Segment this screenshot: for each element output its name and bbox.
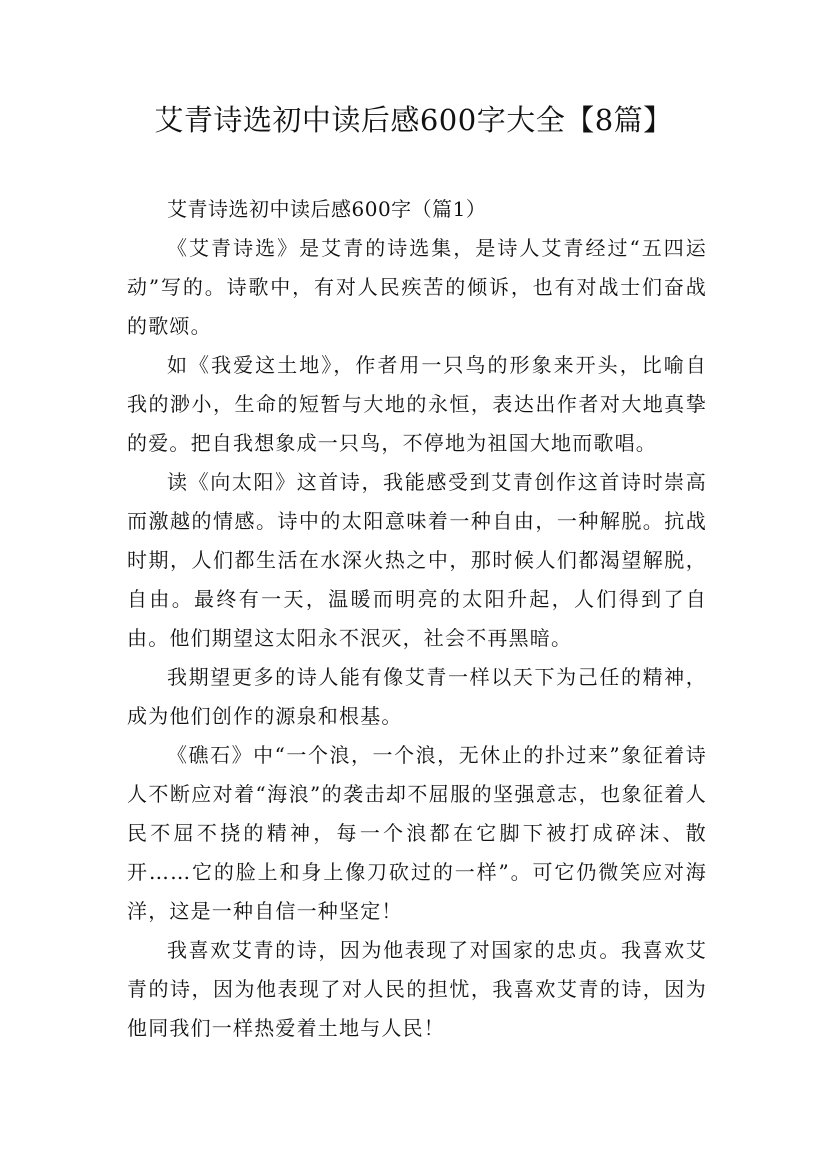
document-title: 艾青诗选初中读后感600字大全【8篇】 xyxy=(154,103,673,137)
paragraph-2: 如《我爱这土地》，作者用一只鸟的形象来开头，比喻自我的渺小，生命的短暂与大地的永恒，表达出作者对大地真挚的爱。把自我想象成一只鸟，不停地为祖国大地而歌唱。 xyxy=(127,353,707,455)
document-body xyxy=(127,190,707,1048)
paragraph-6: 我喜欢艾青的诗，因为他表现了对国家的忠贞。我喜欢艾青的诗，因为他表现了对人民的担忧，我喜欢艾青的诗，因为他同我们一样热爱着土地与人民！ xyxy=(127,938,707,1040)
paragraph-1: 《艾青诗选》是艾青的诗选集，是诗人艾青经过“五四运动”写的。诗歌中，有对人民疾苦的倾诉，也有对战士们奋战的歌颂。 xyxy=(127,236,707,338)
paragraph-4: 我期望更多的诗人能有像艾青一样以天下为己任的精神，成为他们创作的源泉和根基。 xyxy=(127,665,707,728)
section-heading: 艾青诗选初中读后感600字（篇1） xyxy=(167,197,487,221)
paragraph-3: 读《向太阳》这首诗，我能感受到艾青创作这首诗时崇高而激越的情感。诗中的太阳意味着一种自由，一种解脱。抗战时期，人们都生活在水深火热之中，那时候人们都渴望解脱，自由。最终有一天，温暖而明亮的太阳升起，人们得到了自由。他们期望这太阳永不泯灭，社会不再黑暗。 xyxy=(127,470,707,650)
paragraph-5: 《礁石》中“一个浪，一个浪，无休止的扑过来”象征着诗人不断应对着“海浪”的袭击却不屈服的坚强意志，也象征着人民不屈不挠的精神，每一个浪都在它脚下被打成碎沫、散开……它的脸上和身上像刀砍过的一样”。可它仍微笑应对海洋，这是一种自信一种坚定！ xyxy=(127,743,707,923)
